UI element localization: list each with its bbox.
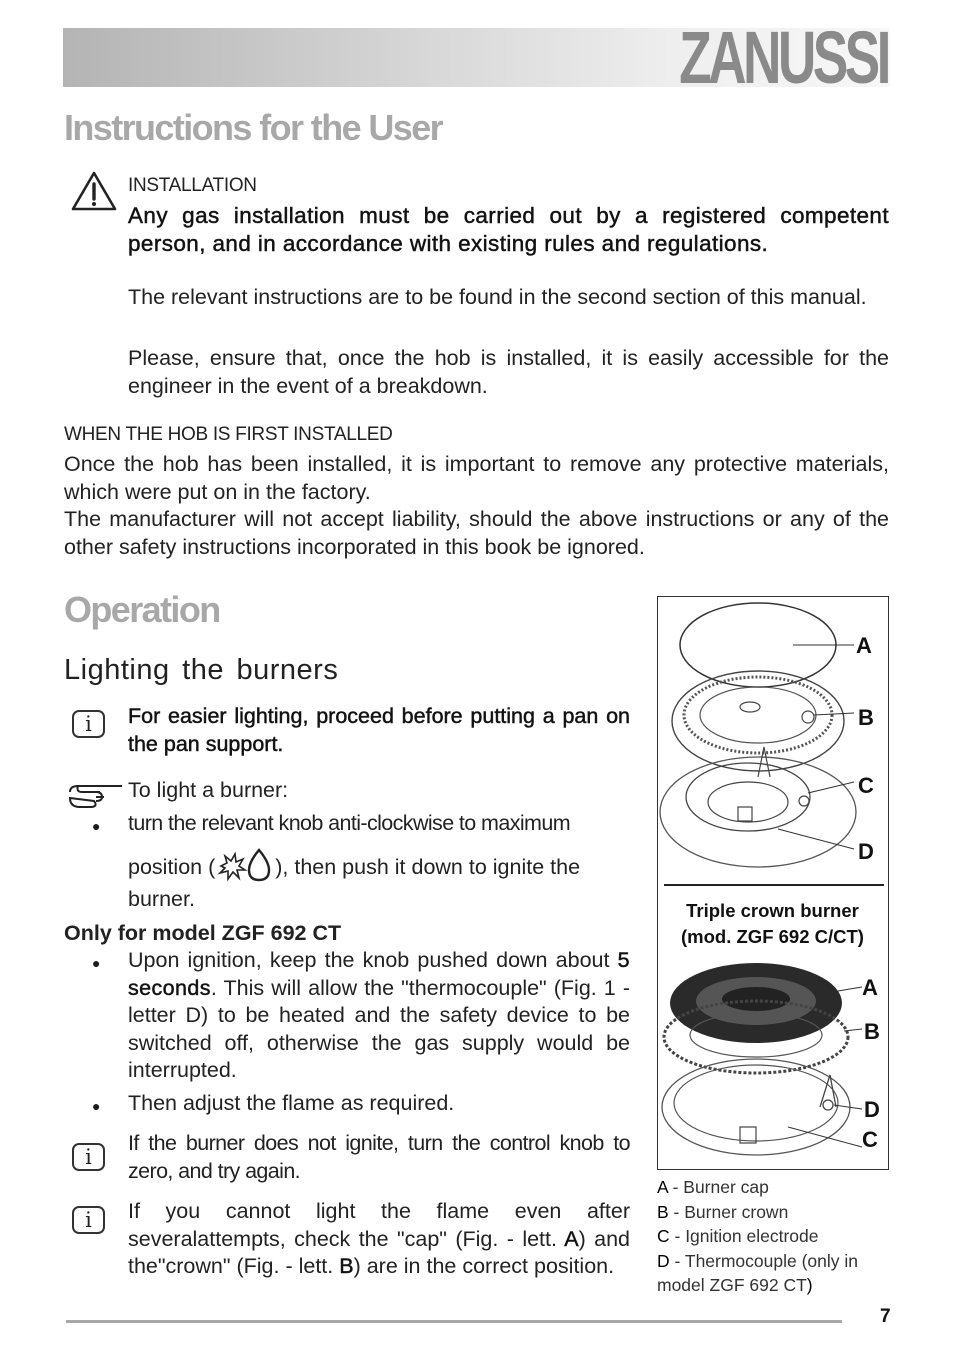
bullet-dot: ●	[92, 955, 101, 971]
note-easier-lighting: For easier lighting, proceed before putting a pan on the pan support.	[128, 704, 630, 756]
footer-line	[66, 1320, 842, 1323]
bullet-dot: ●	[92, 818, 101, 834]
fig-letter-b: B	[858, 705, 874, 730]
bullet-dot: ●	[92, 1098, 101, 1114]
bullet3-text: Then adjust the flame as required.	[128, 1091, 455, 1115]
legend-key: D	[657, 1250, 670, 1271]
legend-text: - Ignition electrode	[669, 1226, 819, 1246]
operation-title: Operation	[64, 589, 220, 630]
pointing-hand-icon	[66, 780, 126, 810]
first-installed-para-1: Once the hob has been installed, it is important to remove any protective materials, which were put on in the factory.	[64, 452, 889, 504]
info-icon: i	[72, 1206, 105, 1234]
note-check-cap	[128, 1198, 630, 1281]
fig-letter-c: C	[858, 773, 874, 798]
note3-letter-b: B	[339, 1254, 354, 1278]
figure-caption-line-2: (mod. ZGF 692 C/CT)	[681, 926, 864, 947]
ignition-flame-icon	[215, 846, 275, 884]
fig-letter-d: D	[858, 839, 874, 864]
note-no-ignite: If the burner does not ignite, turn the control knob to zero, and try again.	[128, 1131, 630, 1183]
burner-figure	[657, 596, 889, 1170]
note3-part-a: If you cannot light the flame even after severalattempts, check the "cap" (Fig. - lett.	[128, 1199, 630, 1251]
to-light-label: To light a burner:	[128, 778, 289, 802]
note3-part-b: ) and the"crown" (Fig. - lett.	[128, 1226, 631, 1278]
bullet1-line2	[128, 852, 630, 884]
info-icon: i	[72, 710, 105, 738]
installation-para-2: Please, ensure that, once the hob is installed, it is easily accessible for the engineer in the event of a breakdown.	[128, 346, 889, 398]
legend-tail: )	[806, 1275, 813, 1295]
legend-text: - Thermocouple (only in model ZGF 692 CT	[657, 1250, 859, 1295]
bullet1-line3: burner.	[128, 887, 195, 911]
legend-item-a	[657, 1175, 889, 1200]
legend-key: A	[657, 1177, 668, 1197]
legend-key: B	[657, 1201, 669, 1222]
legend-key: C	[657, 1226, 670, 1246]
bullet1-pre: position (	[128, 855, 216, 880]
figure-caption	[658, 898, 887, 950]
brand-logo: ZANUSSI	[679, 16, 888, 99]
bullet2-text	[128, 947, 630, 1085]
legend-item-b	[657, 1200, 889, 1225]
warning-icon	[70, 170, 118, 212]
triple-crown-illustration	[658, 957, 887, 1169]
figure-caption-line-1: Triple crown burner	[686, 900, 859, 921]
bullet1-post: ), then push it down to ignite the	[275, 855, 581, 880]
figure-divider	[664, 884, 884, 886]
legend-text: - Burner cap	[667, 1177, 769, 1197]
bullet2-post: . This will allow the "thermocouple" (Fig. 1 - letter D) to be heated and the safety device to be switched off, otherwise the gas supply would be interrupted.	[128, 975, 630, 1082]
note3-letter-a: A	[564, 1226, 579, 1251]
installation-heading: INSTALLATION	[128, 175, 257, 196]
fig-letter-d: D	[864, 1097, 880, 1122]
page-title: Instructions for the User	[64, 107, 443, 148]
note3-part-c: ) are in the correct position.	[353, 1254, 615, 1278]
installation-warning: Any gas installation must be carried out by a registered competent person, and in accordance with existing rules and regulations.	[128, 203, 889, 256]
first-installed-heading: WHEN THE HOB IS FIRST INSTALLED	[64, 424, 393, 445]
fig-letter-a: A	[856, 633, 872, 658]
bullet1-line1: turn the relevant knob anti-clockwise to maximum	[128, 811, 571, 835]
legend-item-c	[657, 1224, 889, 1249]
legend-item-d	[657, 1249, 889, 1298]
legend-text: - Burner crown	[668, 1201, 789, 1222]
lighting-subtitle: Lighting the burners	[64, 654, 339, 686]
fig-letter-b: B	[864, 1019, 880, 1044]
fig-letter-a: A	[862, 975, 878, 1000]
bullet2-emphasis: 5 seconds	[128, 948, 631, 1000]
page-number: 7	[880, 1306, 891, 1327]
info-icon: i	[72, 1143, 105, 1171]
fig-letter-c: C	[862, 1127, 878, 1152]
figure-legend	[657, 1175, 889, 1298]
bullet2-pre: Upon ignition, keep the knob pushed down about	[128, 948, 610, 972]
model-heading: Only for model ZGF 692 CT	[64, 921, 342, 945]
installation-para-1: The relevant instructions are to be found in the second section of this manual.	[128, 285, 867, 309]
first-installed-para-2: The manufacturer will not accept liability, should the above instructions or any of the other safety instructions incorporated in this book be ignored.	[64, 507, 889, 559]
burner-exploded-illustration	[658, 597, 887, 887]
